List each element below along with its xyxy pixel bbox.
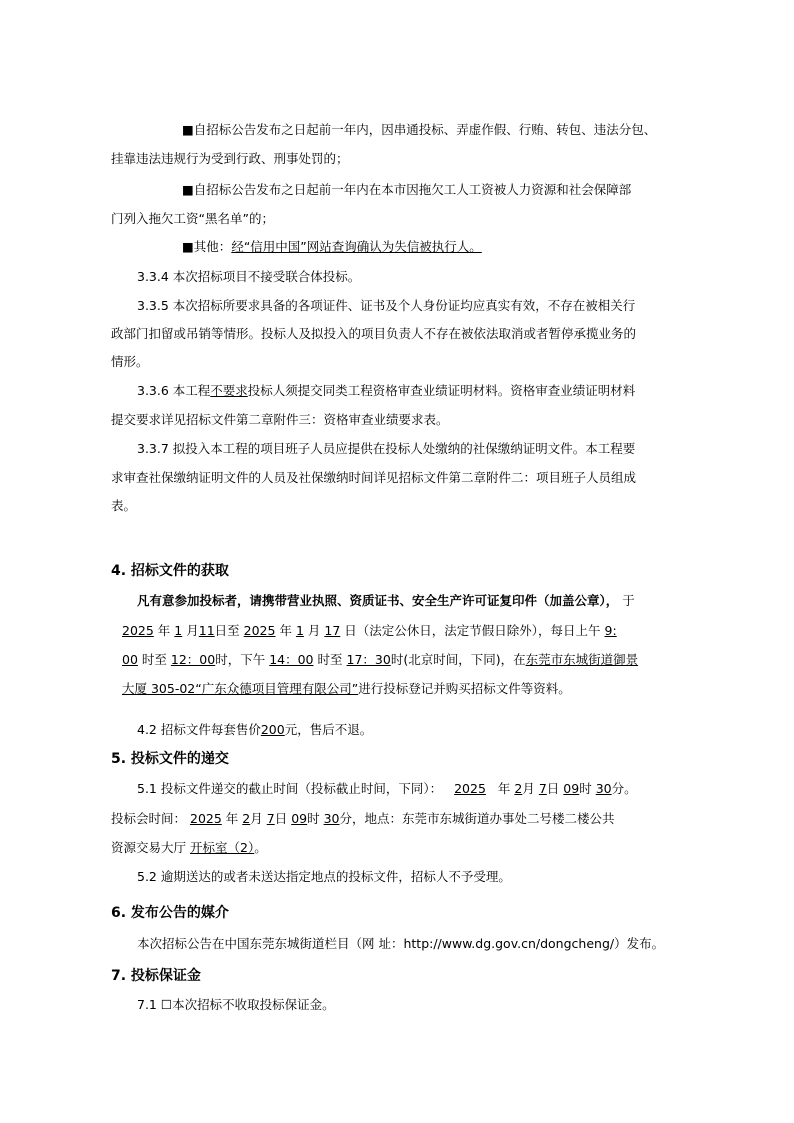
- text: 4.2 招标文件每套售价: [137, 722, 261, 737]
- clause-3-3-4: 3.3.4 本次招标项目不接受联合体投标。: [137, 269, 361, 284]
- section-heading-5: 5. 投标文件的递交: [111, 751, 229, 767]
- text: 分，地点：东莞市东城街道办事处二号楼二楼公共: [339, 811, 615, 826]
- item-line: [182, 238, 482, 256]
- clause-5-1-meeting: [111, 810, 615, 828]
- text: 于: [622, 593, 635, 608]
- text: 7.1: [137, 997, 161, 1012]
- clause-5-2: 5.2 逾期送达的或者未送达指定地点的投标文件，招标人不予受理。: [137, 869, 511, 884]
- text: 元，售后不退。: [284, 722, 373, 737]
- text: 投标人须提交同类工程资格审查业绩证明材料。资格审查业绩证明材料: [247, 383, 636, 398]
- date-value: 2: [514, 781, 523, 796]
- time-value: 9:: [604, 623, 617, 638]
- time-value: 14：00: [269, 652, 314, 667]
- clause-text: 政部门扣留或吊销等情形。投标人及拟投入的项目负责人不存在被依法取消或者暂停承揽业务的: [111, 326, 637, 341]
- text: 日: [274, 811, 288, 826]
- section-6-text: 本次招标公告在中国东莞东城街道栏目（网 址：http://www.dg.gov.cn/dongcheng/）发布。: [137, 936, 665, 951]
- date-value: 1: [295, 623, 304, 638]
- text: 投标会时间：: [111, 811, 187, 826]
- clause-text: 提交要求详见招标文件第二章附件三：资格审查业绩要求表。: [111, 412, 449, 427]
- time-value: 30: [595, 781, 612, 796]
- text: 时(北京时间，下同)，在: [390, 652, 526, 667]
- text: 5.1 投标文件递交的截止时间（投标截止时间，下同）：: [137, 781, 443, 796]
- address: 东莞市东城街道御景: [525, 652, 639, 667]
- text: 年: [157, 623, 171, 638]
- clause-text: 求审查社保缴纳证明文件的人员及社保缴纳时间详见招标文件第二章附件二：项目班子人员组成: [111, 470, 637, 485]
- text: 时: [307, 811, 320, 826]
- text: 年: [279, 623, 292, 638]
- time-value: 09: [563, 781, 580, 796]
- room-value: 开标室（2）: [190, 840, 255, 855]
- text: 时至: [317, 652, 343, 667]
- text: 本次招标不收取投标保证金。: [172, 997, 335, 1012]
- section-4-line-2: [122, 622, 617, 640]
- text: 年: [497, 781, 511, 796]
- text: 时: [579, 781, 592, 796]
- date-value: 1: [174, 623, 183, 638]
- underlined-text: 不要求: [210, 383, 248, 398]
- text: 分。: [611, 781, 637, 796]
- clause-3-3-5: 3.3.5 本次招标所要求具备的各项证件、证书及个人身份证均应真实有效，不存在被相关行: [137, 298, 636, 313]
- text: 日（法定公休日，法定节假日除外），每日上午: [344, 623, 601, 638]
- date-value: 7: [266, 811, 275, 826]
- date-value: 11: [198, 623, 215, 638]
- text: 进行投标登记并购买招标文件等资料。: [358, 681, 571, 696]
- clause-3-3-6: [137, 382, 635, 400]
- text: 时，下午: [215, 652, 266, 667]
- clause-4-2: [137, 721, 372, 739]
- section-heading-7: 7. 投标保证金: [111, 968, 201, 984]
- text: 月: [186, 623, 199, 638]
- time-value: 00: [122, 652, 138, 667]
- time-value: 12：00: [170, 652, 216, 667]
- time-value: 30: [323, 811, 340, 826]
- time-value: 17：30: [346, 652, 391, 667]
- clause-3-3-7: 3.3.7 拟投入本工程的项目班子人员应提供在投标人处缴纳的社保缴纳证明文件。本工程要: [137, 441, 636, 456]
- text: 月: [522, 781, 535, 796]
- text: 年: [225, 811, 239, 826]
- section-4-line-3: [122, 651, 638, 669]
- address: 大厦 305-02“广东众德项目管理有限公司”: [122, 681, 359, 696]
- text: 。: [254, 840, 267, 855]
- item-underlined-text: 经“信用中国”网站查询确认为失信被执行人。: [231, 239, 482, 254]
- bold-text: 凡有意参加投标者，请携带营业执照、资质证书、安全生产许可证复印件（加盖公章），: [137, 593, 619, 608]
- item-line: ■自招标公告发布之日起前一年内在本市因拖欠工人工资被人力资源和社会保障部: [182, 182, 632, 197]
- item-line: 挂靠违法违规行为受到行政、刑事处罚的；: [111, 151, 349, 166]
- clause-text: 情形。: [111, 354, 149, 369]
- section-4-line-4: [122, 680, 571, 698]
- text: 时至: [141, 652, 167, 667]
- item-line: 门列入拖欠工资“黑名单”的；: [111, 211, 274, 226]
- price-value: 200: [260, 722, 285, 737]
- date-value: 17: [324, 623, 341, 638]
- date-value: 7: [538, 781, 547, 796]
- date-value: 2: [242, 811, 251, 826]
- date-value: 2025: [454, 781, 486, 796]
- section-heading-6: 6. 发布公告的媒介: [111, 905, 229, 921]
- item-label: ■其他：: [182, 239, 232, 254]
- clause-5-1-place: [111, 839, 267, 857]
- date-value: 2025: [190, 811, 222, 826]
- text: 日至: [214, 623, 240, 638]
- text: 月: [250, 811, 263, 826]
- text: 日: [546, 781, 560, 796]
- text: 月: [307, 623, 321, 638]
- clause-text: 表。: [111, 498, 137, 513]
- item-line: ■自招标公告发布之日起前一年内，因串通投标、弄虚作假、行贿、转包、违法分包、: [182, 122, 657, 137]
- time-value: 09: [291, 811, 308, 826]
- text: 资源交易大厅: [111, 840, 187, 855]
- text: 3.3.6 本工程: [137, 383, 211, 398]
- section-heading-4: 4. 招标文件的获取: [111, 563, 229, 579]
- clause-7-1: [137, 996, 335, 1014]
- clause-5-1: [137, 780, 637, 798]
- checkbox-icon: ☐: [160, 997, 173, 1012]
- date-value: 2025: [122, 623, 154, 638]
- section-4-line-1: [137, 592, 635, 610]
- date-value: 2025: [243, 623, 276, 638]
